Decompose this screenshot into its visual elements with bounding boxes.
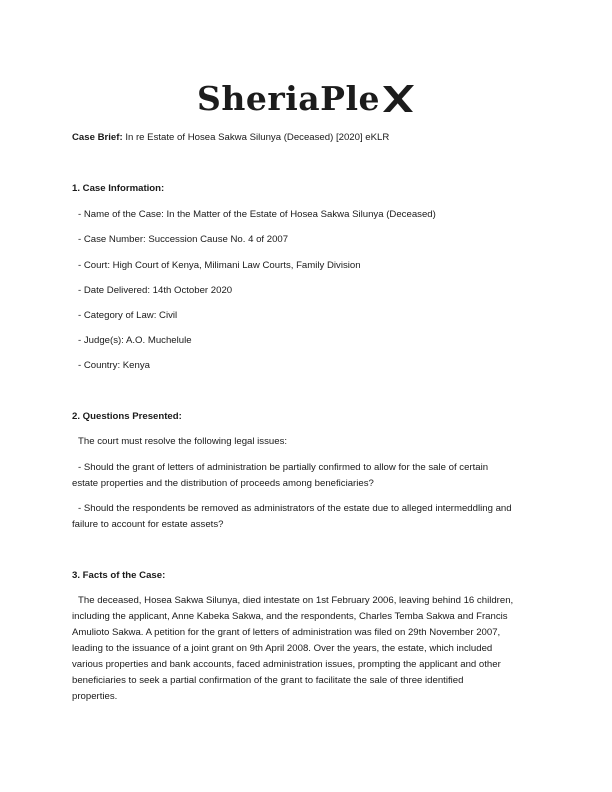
question-2-line-1: - Should the respondents be removed as administrators of the estate due to alleged intermeddling and <box>78 503 512 514</box>
logo-x-icon <box>381 84 415 114</box>
sheriaplex-logo <box>0 74 612 122</box>
case-info-item: - Name of the Case: In the Matter of the Estate of Hosea Sakwa Silunya (Deceased) <box>78 209 436 220</box>
case-info-item: - Case Number: Succession Cause No. 4 of 2007 <box>78 234 289 245</box>
question-1-line-1: - Should the grant of letters of administration be partially confirmed to allow for the sale of certain <box>78 462 489 473</box>
facts-line: leading to the issuance of a joint grant on 9th April 2008. Over the years, the estate, which included <box>72 643 493 654</box>
case-brief-line <box>72 130 389 146</box>
section-heading-questions-presented: 2. Questions Presented: <box>72 411 182 422</box>
questions-intro: The court must resolve the following legal issues: <box>78 436 288 447</box>
case-info-item: - Date Delivered: 14th October 2020 <box>78 285 233 296</box>
case-brief-title: In re Estate of Hosea Sakwa Silunya (Deceased) [2020] eKLR <box>122 132 390 143</box>
case-info-item: - Category of Law: Civil <box>78 310 178 321</box>
facts-line: including the applicant, Anne Kabeka Sakwa, and the respondents, Charles Temba Sakwa and Francis <box>72 611 508 622</box>
facts-line: various properties and bank accounts, faced administration issues, prompting the applicant and other <box>72 659 501 670</box>
case-brief-label: Case Brief: <box>72 132 123 143</box>
facts-line: properties. <box>72 691 118 702</box>
logo-wordmark <box>197 79 415 118</box>
section-heading-case-information: 1. Case Information: <box>72 183 165 194</box>
case-info-item: - Court: High Court of Kenya, Milimani Law Courts, Family Division <box>78 260 361 271</box>
facts-line: beneficiaries to seek a partial confirmation of the grant to facilitate the sale of three identified <box>72 675 464 686</box>
section-heading-facts: 3. Facts of the Case: <box>72 570 166 581</box>
case-info-item: - Judge(s): A.O. Muchelule <box>78 335 192 346</box>
facts-line: Amulioto Sakwa. A petition for the grant of letters of administration was filed on 29th November 2007, <box>72 627 501 638</box>
question-1-line-2: estate properties and the distribution of proceeds among beneficiaries? <box>72 478 374 489</box>
case-info-item: - Country: Kenya <box>78 360 150 371</box>
facts-line: The deceased, Hosea Sakwa Silunya, died intestate on 1st February 2006, leaving behind 16 children, <box>78 595 514 606</box>
question-2-line-2: failure to account for estate assets? <box>72 519 224 530</box>
logo-text: SheriaPle <box>197 78 380 118</box>
